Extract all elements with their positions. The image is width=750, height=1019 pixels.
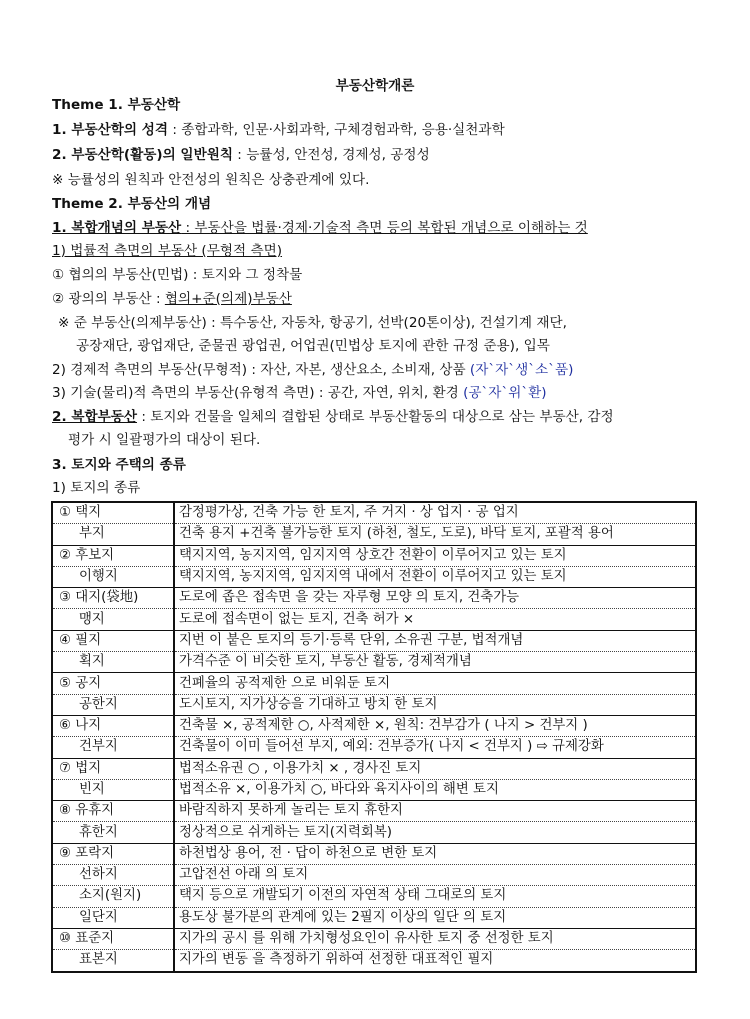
land-term: ② 후보지 [52,545,174,566]
land-description: 감정평가상, 건축 가능 한 토지, 주 거지 · 상 업지 · 공 업지 [174,502,696,524]
table-row [52,758,696,779]
land-description: 지가의 변동 을 측정하기 위하여 선정한 대표적인 필지 [174,950,696,972]
land-term: 빈지 [52,779,174,800]
table-row [52,928,696,949]
table-row [52,865,696,886]
theme1-heading: Theme 1. 부동산학 [52,97,181,113]
land-description: 바람직하지 못하게 놀리는 토지 휴한지 [174,801,696,822]
table-row [52,694,696,715]
land-description: 법적소유권 ○ , 이용가치 × , 경사진 토지 [174,758,696,779]
theme2-item1 [52,219,588,237]
land-description: 지번 이 붙은 토지의 등기·등록 단위, 소유권 구분, 법적개념 [174,630,696,651]
theme1-note: ※ 능률성의 원칙과 안전성의 원칙은 상충관계에 있다. [52,172,370,188]
land-term: ⑧ 유휴지 [52,801,174,822]
land-term: 표본지 [52,950,174,972]
theme2-item1-text: : 부동산을 법률·경제·기술적 측면 등의 복합된 개념으로 이해하는 것 [181,220,588,236]
table-row [52,524,696,545]
land-term: ④ 필지 [52,630,174,651]
land-term: 일단지 [52,907,174,928]
land-term: 획지 [52,652,174,673]
theme1-item1-text: : 종합과학, 인문·사회과학, 구체경험과학, 응용·실천과학 [168,122,505,138]
land-description: 건축물 ×, 공적제한 ○, 사적제한 ×, 원칙: 건부감가 ( 나지 > 건부지 ) [174,715,696,736]
land-description: 가격수준 이 비슷한 토지, 부동산 활동, 경제적개념 [174,652,696,673]
land-description: 도로에 좁은 접속면 을 갖는 자루형 모양 의 토지, 건축가능 [174,588,696,609]
table-row [52,715,696,736]
table-row [52,950,696,972]
land-description: 도로에 접속면이 없는 토지, 건축 허가 × [174,609,696,630]
land-term: 맹지 [52,609,174,630]
land-term: ⑦ 법지 [52,758,174,779]
land-term: 부지 [52,524,174,545]
theme2-heading: Theme 2. 부동산의 개념 [52,196,212,212]
section3-sub1: 1) 토지의 종류 [52,480,141,496]
theme2-item1-label: 1. 복합개념의 부동산 [52,220,182,236]
land-description: 하천법상 용어, 전 · 답이 하천으로 변한 토지 [174,843,696,864]
table-row [52,907,696,928]
land-types-table [51,501,697,973]
theme2-sub3-text: 3) 기술(물리)적 측면의 부동산(유형적 측면) : 공간, 자연, 위치, 환경 [52,385,464,401]
theme1-item2 [52,146,430,164]
table-row [52,886,696,907]
land-description: 택지지역, 농지지역, 임지지역 상호간 전환이 이루어지고 있는 토지 [174,545,696,566]
land-description: 용도상 불가분의 관계에 있는 2필지 이상의 일단 의 토지 [174,907,696,928]
theme2-sub3 [52,384,547,402]
land-term: 건부지 [52,737,174,758]
theme2-sub2-mnemonic: (자`자`생`소`품) [469,362,574,378]
table-row [52,566,696,587]
land-term: 소지(원지) [52,886,174,907]
table-row [52,801,696,822]
theme2-circle1: ① 협의의 부동산(민법) : 토지와 그 정착물 [52,267,303,283]
land-term: 선하지 [52,865,174,886]
land-description: 건축물이 이미 들어선 부지, 예외: 건부증가( 나지 < 건부지 ) ⇨ 규제강화 [174,737,696,758]
land-description: 정상적으로 쉬게하는 토지(지력회복) [174,822,696,843]
table-row [52,545,696,566]
land-description: 지가의 공시 를 위해 가치형성요인이 유사한 토지 중 선정한 토지 [174,928,696,949]
land-description: 택지 등으로 개발되기 이전의 자연적 상태 그대로의 토지 [174,886,696,907]
table-row [52,502,696,524]
table-row [52,588,696,609]
theme2-circle2 [52,290,292,308]
theme2-item2 [52,408,614,426]
land-term: ⑨ 포락지 [52,843,174,864]
land-term: ① 택지 [52,502,174,524]
land-term: 공한지 [52,694,174,715]
document-title: 부동산학개론 [335,78,415,94]
table-row [52,609,696,630]
theme2-sub2-text: 2) 경제적 측면의 부동산(무형적) : 자산, 자본, 생산요소, 소비재, 상품 [52,362,470,378]
land-term: ③ 대지(袋地) [52,588,174,609]
theme1-item1 [52,121,505,139]
table-row [52,673,696,694]
theme2-circle2-prefix: ② 광의의 부동산 : [52,291,165,307]
quasi-property-line1: ※ 준 부동산(의제부동산) : 특수동산, 자동차, 항공기, 선박(20톤이상), 건설기계 재단, [58,315,567,331]
theme2-item2-line2: 평가 시 일괄평가의 대상이 된다. [68,432,261,448]
theme2-sub3-mnemonic: (공`자`위`환) [463,385,547,401]
table-row [52,652,696,673]
land-term: 이행지 [52,566,174,587]
land-term: ⑩ 표준지 [52,928,174,949]
theme2-item2-label: 2. 복합부동산 [52,409,138,425]
land-description: 법적소유 ×, 이용가치 ○, 바다와 육지사이의 해변 토지 [174,779,696,800]
table-row [52,737,696,758]
theme2-sub2 [52,361,573,379]
land-description: 건폐율의 공적제한 으로 비워둔 토지 [174,673,696,694]
theme1-item2-label: 2. 부동산학(활동)의 일반원칙 [52,147,233,163]
table-row [52,630,696,651]
land-description: 도시토지, 지가상승을 기대하고 방치 한 토지 [174,694,696,715]
theme2-circle2-underline: 협의+준(의제)부동산 [164,291,292,307]
land-description: 택지지역, 농지지역, 임지지역 내에서 전환이 이루어지고 있는 토지 [174,566,696,587]
table-row [52,822,696,843]
land-term: 휴한지 [52,822,174,843]
land-description: 고압전선 아래 의 토지 [174,865,696,886]
land-description: 건축 용지 +건축 불가능한 토지 (하천, 철도, 도로), 바닥 토지, 포괄적 용어 [174,524,696,545]
land-term: ⑥ 나지 [52,715,174,736]
table-row [52,843,696,864]
section3-heading: 3. 토지와 주택의 종류 [52,457,186,473]
theme1-item1-label: 1. 부동산학의 성격 [52,122,169,138]
table-row [52,779,696,800]
theme2-sub1: 1) 법률적 측면의 부동산 (무형적 측면) [52,243,283,259]
theme1-item2-text: : 능률성, 안전성, 경제성, 공정성 [232,147,430,163]
theme2-item2-text: : 토지와 건물을 일체의 결합된 상태로 부동산활동의 대상으로 삼는 부동산, 감정 [137,409,614,425]
land-term: ⑤ 공지 [52,673,174,694]
quasi-property-line2: 공장재단, 광업재단, 준물권 광업권, 어업권(민법상 토지에 관한 규정 준용), 입목 [76,338,550,354]
